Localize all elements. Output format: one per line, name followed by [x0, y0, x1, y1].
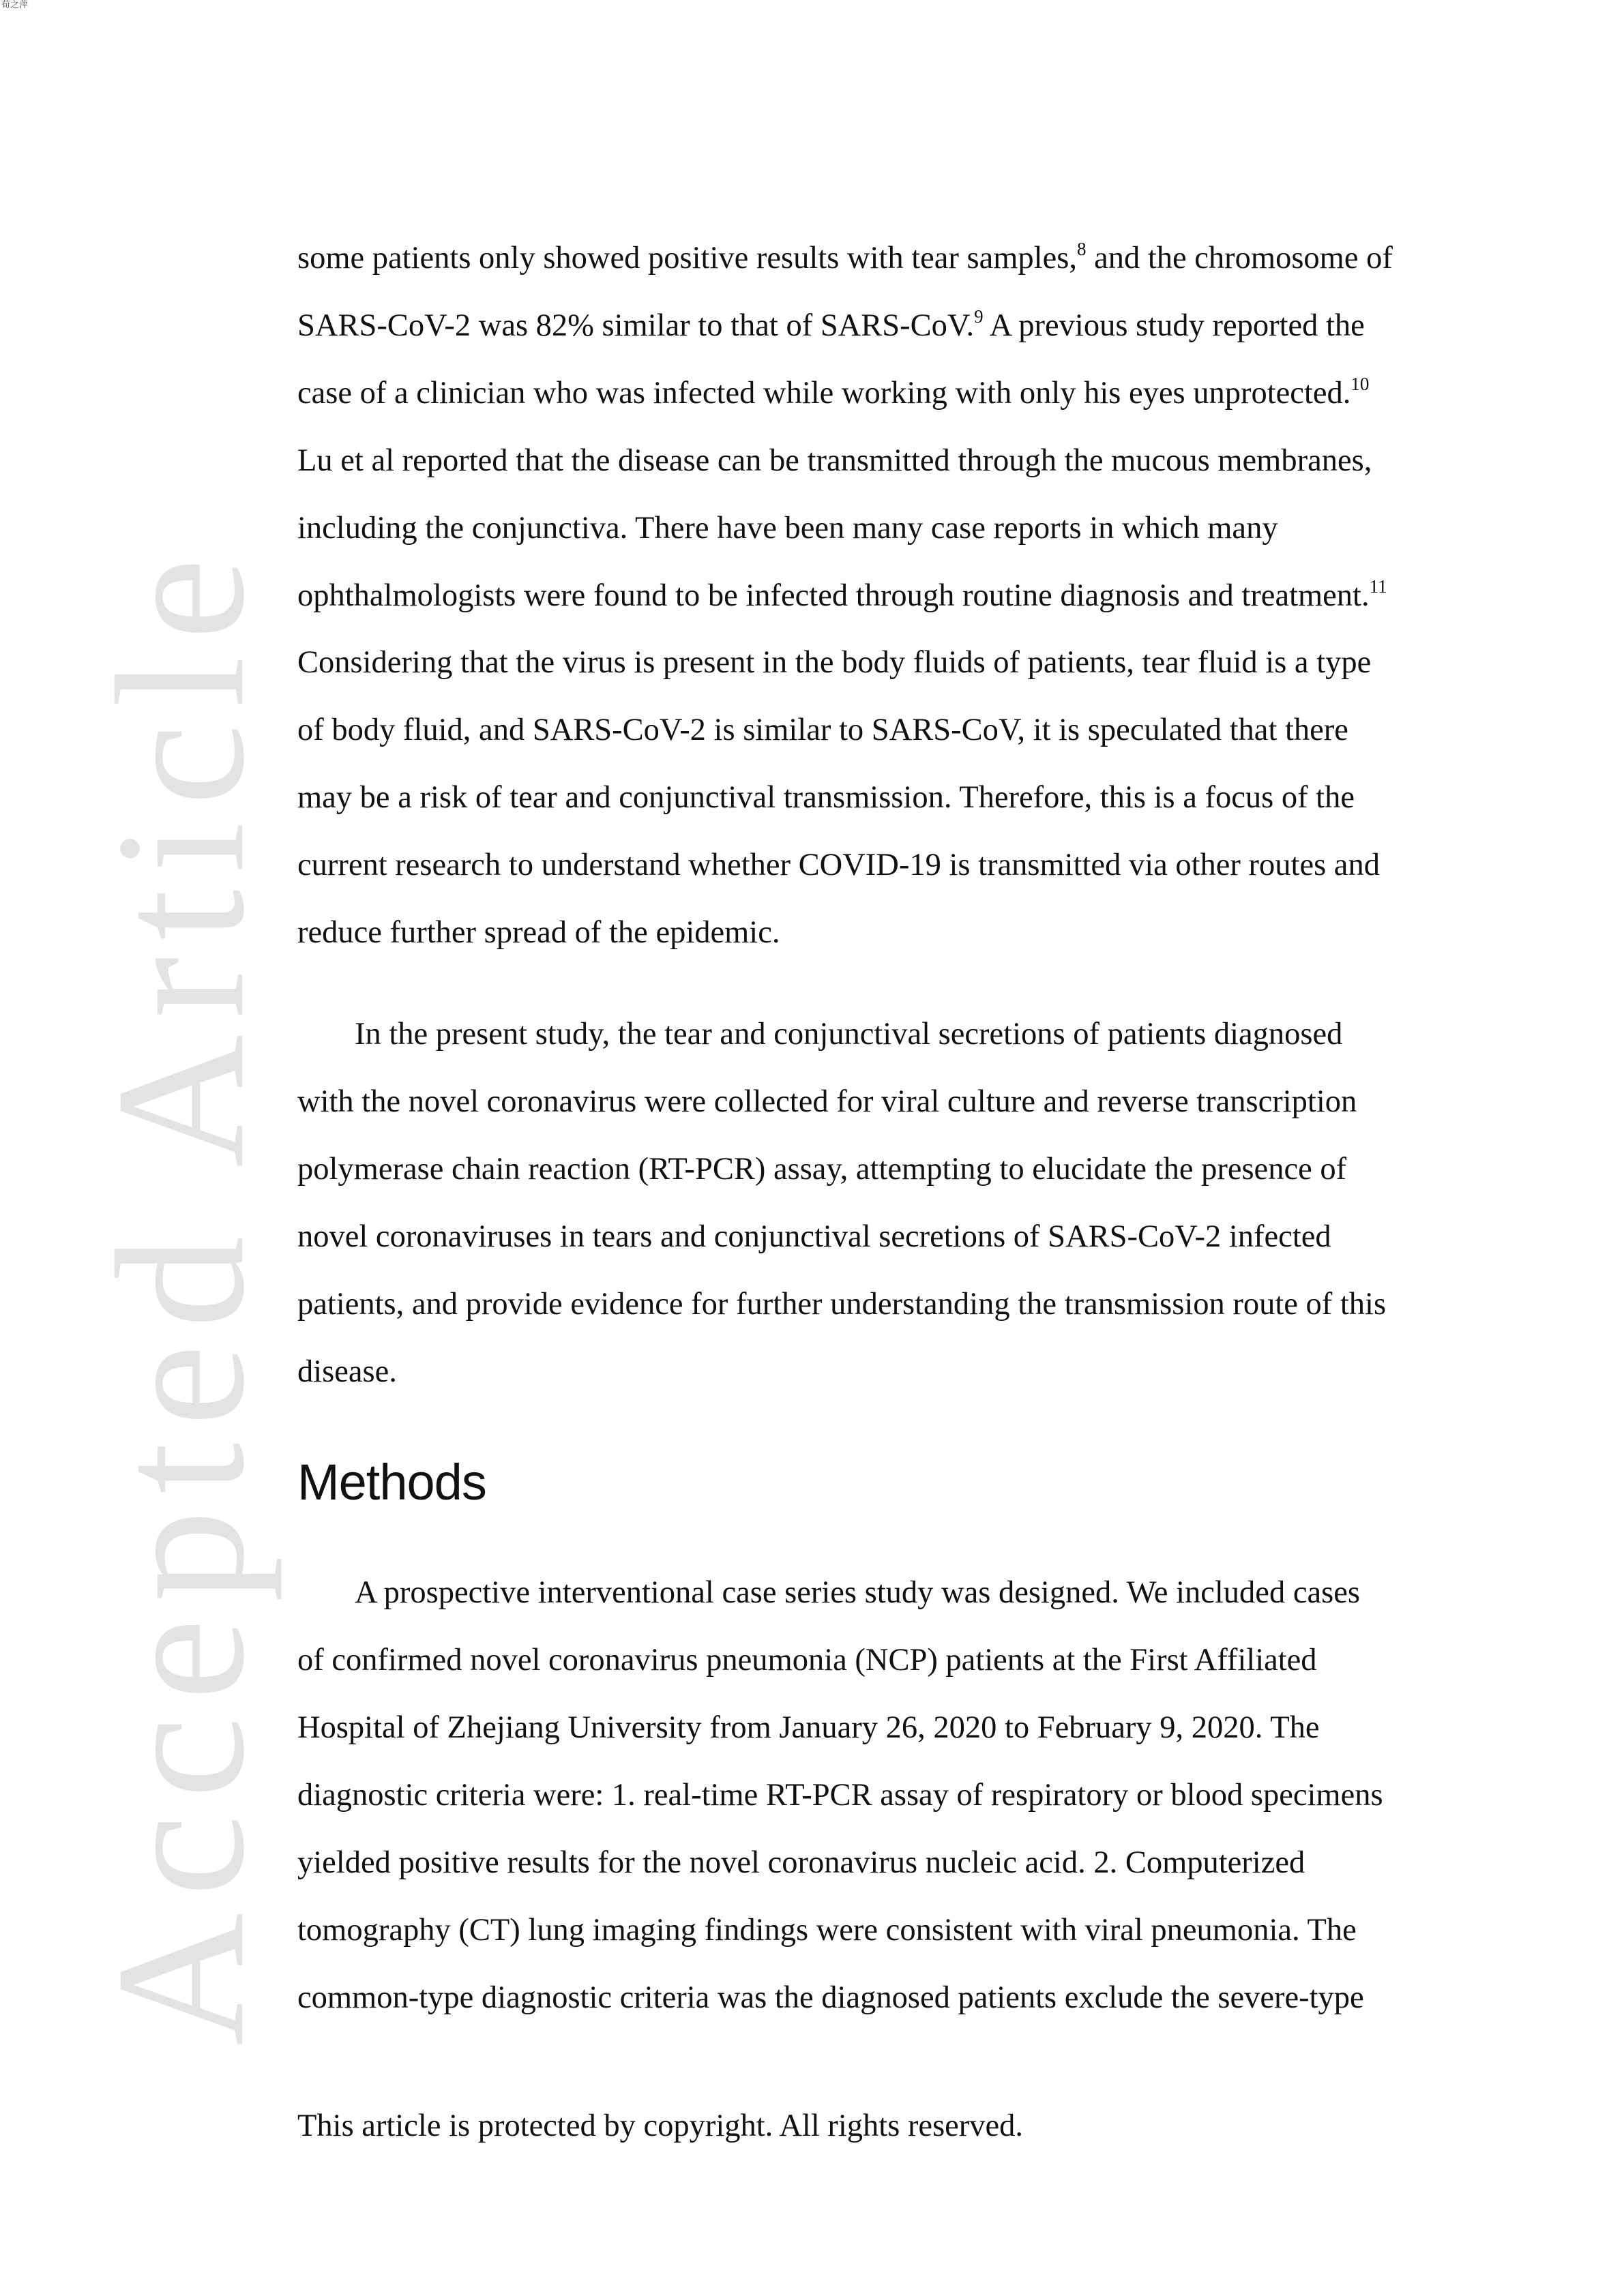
text-run: case of a clinician who was infected while working with only his eyes unprotected.	[297, 375, 1351, 411]
text-line	[297, 563, 1457, 630]
text-line: of body fluid, and SARS-CoV-2 is similar to SARS-CoV, it is speculated that there	[297, 713, 1348, 748]
text-line: A prospective interventional case series study was designed. We included cases	[355, 1575, 1360, 1611]
citation-ref[interactable]: 11	[1369, 576, 1387, 597]
copyright-footer: This article is protected by copyright. All rights reserved.	[297, 2108, 1024, 2143]
citation-ref[interactable]: 9	[974, 305, 984, 327]
text-line: tomography (CT) lung imaging findings were consistent with viral pneumonia. The	[297, 1912, 1357, 1948]
text-line: yielded positive results for the novel coronavirus nucleic acid. 2. Computerized	[297, 1845, 1305, 1881]
text-line: Lu et al reported that the disease can be transmitted through the mucous membranes,	[297, 443, 1372, 478]
text-line: diagnostic criteria were: 1. real-time RT-PCR assay of respiratory or blood specimens	[297, 1778, 1383, 1813]
text-run: some patients only showed positive results with tear samples,	[297, 241, 1077, 275]
text-line: current research to understand whether COVID-19 is transmitted via other routes and	[297, 848, 1380, 883]
text-line: including the conjunctiva. There have been many case reports in which many	[297, 510, 1278, 546]
text-line: disease.	[297, 1354, 397, 1389]
accepted-article-watermark: Accepted Article	[78, 541, 282, 2046]
text-line	[297, 293, 1457, 360]
text-line: of confirmed novel coronavirus pneumonia (NCP) patients at the First Affiliated	[297, 1643, 1317, 1678]
section-heading-methods: Methods	[297, 1454, 486, 1511]
text-line: common-type diagnostic criteria was the diagnosed patients exclude the severe-type	[297, 1980, 1364, 2015]
text-line: novel coronaviruses in tears and conjunctival secretions of SARS-CoV-2 infected	[297, 1219, 1331, 1254]
article-body	[297, 225, 1457, 2032]
text-line: Considering that the virus is present in the body fluids of patients, tear fluid is a type	[297, 645, 1372, 681]
text-line: with the novel coronavirus were collected for viral culture and reverse transcription	[297, 1084, 1357, 1119]
text-line: polymerase chain reaction (RT-PCR) assay, attempting to elucidate the presence of	[297, 1151, 1347, 1187]
text-line: reduce further spread of the epidemic.	[297, 915, 780, 951]
text-run: ophthalmologists were found to be infected through routine diagnosis and treatment.	[297, 578, 1370, 613]
citation-ref[interactable]: 10	[1350, 373, 1370, 394]
citation-ref[interactable]: 8	[1076, 239, 1087, 259]
text-line: In the present study, the tear and conjunctival secretions of patients diagnosed	[355, 1016, 1343, 1052]
text-run: and the chromosome of	[1086, 241, 1393, 275]
text-run: A previous study reported the	[983, 308, 1365, 343]
corner-mark: 荀之萍	[1, 0, 29, 10]
intro-paragraph-2	[297, 1001, 1457, 1405]
methods-paragraph-1	[297, 1560, 1457, 2031]
text-line	[297, 360, 1457, 428]
text-line	[297, 225, 1457, 293]
text-line: may be a risk of tear and conjunctival transmission. Therefore, this is a focus of the	[297, 780, 1355, 816]
text-line: Hospital of Zhejiang University from January 26, 2020 to February 9, 2020. The	[297, 1710, 1320, 1746]
intro-paragraph-1	[297, 225, 1457, 967]
text-run: SARS-CoV-2 was 82% similar to that of SARS-CoV.	[297, 308, 975, 343]
text-line: patients, and provide evidence for further understanding the transmission route of this	[297, 1286, 1387, 1322]
